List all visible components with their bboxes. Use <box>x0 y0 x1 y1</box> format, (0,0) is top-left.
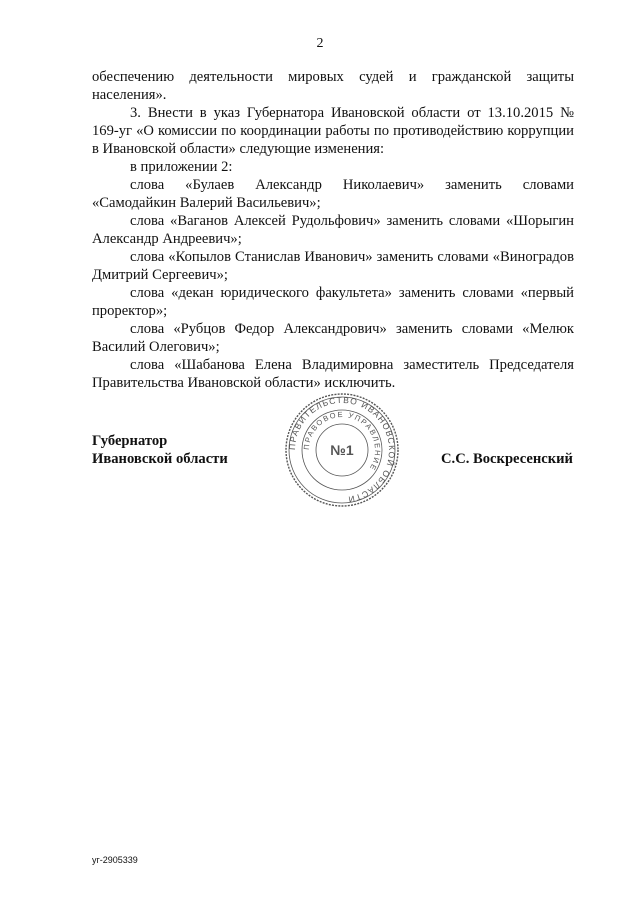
signatory-name: С.С. Воскресенский <box>441 451 573 467</box>
paragraph: 3. Внести в указ Губернатора Ивановской области от 13.10.2015 № 169-уг «О комиссии по координации работы по противодействию коррупции в Ивановской области» следующие изменения: <box>92 105 574 157</box>
paragraph: слова «Булаев Александр Николаевич» заменить словами «Самодайкин Валерий Васильевич»; <box>92 177 574 211</box>
document-code: уг-2905339 <box>92 855 138 865</box>
paragraph: слова «Ваганов Алексей Рудольфович» заменить словами «Шорыгин Александр Андреевич»; <box>92 213 574 247</box>
page-number: 2 <box>316 36 324 51</box>
signatory-position <box>92 432 228 468</box>
paragraph: слова «Копылов Станислав Иванович» заменить словами «Виноградов Дмитрий Сергеевич»; <box>92 249 574 283</box>
signatory-position-line2: Ивановской области <box>92 451 228 467</box>
seal-number: №1 <box>330 442 354 458</box>
paragraph: обеспечению деятельности мировых судей и гражданской защиты населения». <box>92 69 574 103</box>
paragraph: слова «декан юридического факультета» заменить словами «первый проректор»; <box>92 285 574 319</box>
paragraph: слова «Рубцов Федор Александрович» заменить словами «Мелюк Василий Олегович»; <box>92 321 574 355</box>
document-body <box>92 68 574 392</box>
seal-inner-text: ПРАВОВОЕ УПРАВЛЕНИЕ <box>301 409 383 473</box>
signatory-position-line1: Губернатор <box>92 433 168 449</box>
paragraph: слова «Шабанова Елена Владимировна заместитель Председателя Правительства Ивановской области» исключить. <box>92 357 574 391</box>
official-seal <box>284 392 400 508</box>
seal-outer-text: ПРАВИТЕЛЬСТВО ИВАНОВСКОЙ ОБЛАСТИ <box>286 394 398 505</box>
paragraph: в приложении 2: <box>130 159 233 175</box>
